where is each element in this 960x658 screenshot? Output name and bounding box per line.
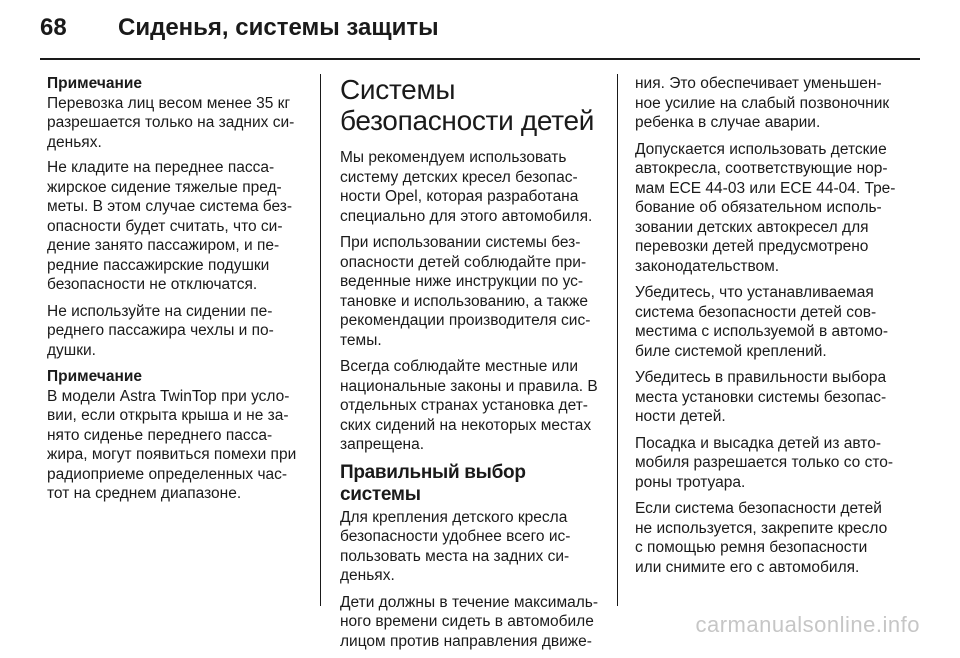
paragraph — [47, 158, 309, 295]
text-line: При использовании системы без- — [340, 234, 581, 251]
text-line: ских сидений на некоторых местах — [340, 416, 592, 434]
heading-line: Системы — [340, 74, 456, 105]
text-line: Убедитесь, что устанавливаемая — [635, 284, 874, 301]
text-line: не используется, закрепите кресло — [635, 519, 888, 537]
paragraph — [47, 302, 309, 361]
text-line: местима с используемой в автомо- — [635, 323, 889, 340]
paragraph — [340, 148, 602, 226]
text-line: тот на среднем диапазоне. — [47, 485, 242, 502]
paragraph — [635, 283, 905, 361]
text-line: зовании детских автокресел для — [635, 218, 869, 236]
paragraph — [340, 593, 602, 652]
text-line: биле системой креплений. — [635, 342, 827, 360]
note-1 — [47, 74, 309, 152]
section-heading — [340, 74, 602, 136]
text-line: Всегда соблюдайте местные или — [340, 358, 578, 375]
text-line: Посадка и высадка детей из авто- — [635, 434, 881, 452]
paragraph — [635, 368, 905, 427]
text-line: темы. — [340, 331, 382, 349]
text-line: Для крепления детского кресла — [340, 508, 568, 526]
text-line: дение занято пассажиром, и пе- — [47, 237, 280, 254]
text-line: вии, если открыта крыша и не за- — [47, 407, 289, 424]
text-line: редние пассажирские подушки — [47, 256, 270, 274]
text-line: отдельных странах установка дет- — [340, 397, 588, 414]
column-divider-2 — [617, 74, 618, 606]
text-line: Убедитесь в правильности выбора — [635, 369, 887, 386]
text-line: перевозки детей предусмотрено — [635, 238, 869, 255]
text-line: специально для этого автомобиля. — [340, 207, 593, 225]
text-line: Не используйте на сидении пе- — [47, 302, 273, 320]
header-rule — [40, 58, 920, 60]
text-line: безопасности не отключатся. — [47, 276, 258, 293]
column-1 — [47, 74, 309, 510]
text-line: систему детских кресел безопас- — [340, 168, 578, 186]
text-line: нято сиденье переднего пасса- — [47, 426, 273, 444]
text-line: лицом против направления движе- — [340, 632, 592, 650]
text-line: национальные законы и правила. В — [340, 377, 598, 395]
text-line: рекомендации производителя сис- — [340, 312, 591, 329]
note-label: Примечание — [47, 368, 142, 385]
text-line: с помощью ремня безопасности — [635, 539, 868, 556]
text-line: Дети должны в течение максималь- — [340, 593, 599, 611]
watermark: carmanualsonline.info — [695, 612, 920, 637]
text-line: меты. В этом случае система без- — [47, 198, 293, 215]
text-line: мам ECE 44-03 или ECE 44-04. Тре- — [635, 179, 896, 197]
text-line: жирское сидение тяжелые пред- — [47, 178, 282, 196]
paragraph — [635, 140, 905, 277]
text-line: или снимите его с автомобиля. — [635, 558, 860, 576]
text-line: деньях. — [47, 133, 102, 151]
text-line: автокресла, соответствующие нор- — [635, 160, 888, 177]
text-line: ребенка в случае аварии. — [635, 114, 821, 131]
text-line: ности детей. — [635, 408, 726, 425]
text-line: разрешается только на задних си- — [47, 114, 295, 131]
text-line: запрещена. — [340, 436, 425, 453]
column-2 — [340, 74, 602, 658]
text-line: жира, могут появиться помехи при — [47, 446, 297, 463]
text-line: деньях. — [340, 567, 395, 584]
text-line: опасности будет считать, что си- — [47, 217, 283, 235]
text-line: места установки системы безопас- — [635, 388, 887, 406]
paragraph — [340, 508, 602, 586]
subsection-heading: Правильный выбор системы — [340, 461, 526, 505]
text-line: опасности детей соблюдайте при- — [340, 253, 587, 271]
paragraph — [340, 357, 602, 455]
column-divider-1 — [320, 74, 321, 606]
text-line: безопасности удобнее всего ис- — [340, 528, 571, 545]
text-line: Допускается использовать детские — [635, 140, 887, 158]
text-line: ния. Это обеспечивает уменьшен- — [635, 75, 882, 92]
text-line: тановке и использованию, а также — [340, 292, 588, 310]
text-line: В модели Astra TwinTop при усло- — [47, 387, 290, 405]
column-3 — [635, 74, 905, 584]
text-line: законодательством. — [635, 257, 780, 275]
page-header — [40, 14, 439, 54]
paragraph — [340, 233, 602, 350]
text-line: Не кладите на переднее пасса- — [47, 159, 275, 176]
paragraph — [635, 434, 905, 493]
text-line: веденные ниже инструкции по ус- — [340, 273, 584, 290]
text-line: ности Opel, которая разработана — [340, 188, 579, 205]
text-line: Если система безопасности детей — [635, 500, 882, 517]
text-line: система безопасности детей сов- — [635, 303, 877, 321]
page-number: 68 — [40, 14, 67, 41]
note-2 — [47, 367, 309, 504]
text-line: ное усилие на слабый позвоночник — [635, 94, 890, 112]
heading-line: безопасности детей — [340, 105, 595, 136]
text-line: мобиля разрешается только со сто- — [635, 454, 894, 471]
text-line: реднего пассажира чехлы и по- — [47, 322, 274, 339]
text-line: Мы рекомендуем использовать — [340, 149, 567, 166]
text-line: ного времени сидеть в автомобиле — [340, 613, 594, 630]
text-line: бование об обязательном исполь- — [635, 199, 882, 216]
text-line: радиоприеме определенных час- — [47, 465, 288, 483]
text-line: пользовать места на задних си- — [340, 547, 570, 565]
text-line: душки. — [47, 341, 96, 359]
paragraph — [635, 499, 905, 577]
text-line: роны тротуара. — [635, 473, 746, 491]
note-label: Примечание — [47, 75, 142, 92]
page-title: Сиденья, системы защиты — [118, 14, 439, 41]
text-line: Перевозка лиц весом менее 35 кг — [47, 94, 291, 112]
paragraph — [635, 74, 905, 133]
